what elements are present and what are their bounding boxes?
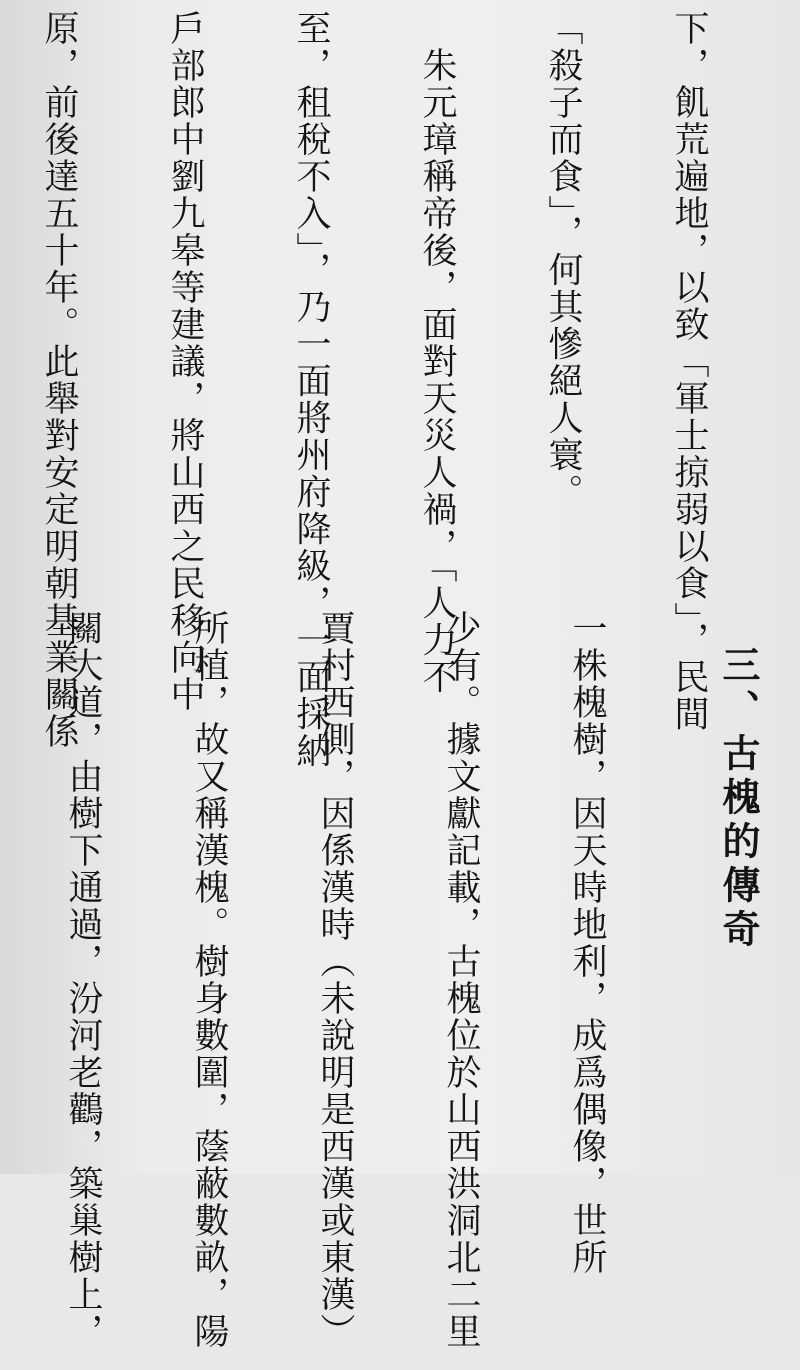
- text-column: 「殺子而食」，何其慘絕人寰。: [543, 10, 583, 511]
- text-column: 戶部郎中劉九皋等建議，將山西之民移向中: [165, 10, 205, 713]
- text-column: 關大道，由樹下通過，汾河老鸛，築巢樹上，: [63, 610, 103, 1350]
- text-column: 至，租稅不入」，乃一面將州府降級，一面採納: [291, 10, 331, 770]
- text-column: 下，飢荒遍地，以致「軍士掠弱以食」，民間: [669, 10, 709, 733]
- text-column: 一株槐樹，因天時地利，成爲偶像，世所: [567, 610, 607, 1276]
- text-column: 所植，故又稱漢槐。樹身數圍，蔭蔽數畝，陽: [189, 610, 229, 1350]
- lower-text-block: [2, 610, 692, 1350]
- text-column: 少有。據文獻記載，古槐位於山西洪洞北二里: [441, 610, 481, 1350]
- text-column: 朱元璋稱帝後，面對天災人禍，「人力不: [417, 10, 457, 696]
- text-column: 原，前後達五十年。此舉對安定明朝基業關係: [39, 10, 79, 750]
- section-heading: 三、古槐的傳奇: [716, 645, 760, 953]
- upper-text-block: [39, 10, 794, 770]
- text-column: 賈村西側，因係漢時（未說明是西漢或東漢）: [315, 610, 355, 1350]
